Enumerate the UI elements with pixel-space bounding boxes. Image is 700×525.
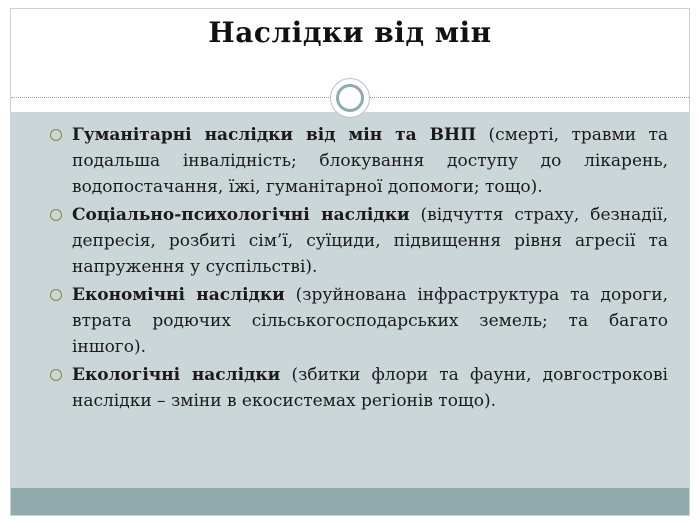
bullet-text: (зруйнована інфраструктура та дороги, втрата родючих сільськогосподарських земель; та багато іншого). <box>72 285 668 357</box>
bullet-heading: Економічні наслідки <box>72 285 285 305</box>
double-ring-icon <box>330 78 370 118</box>
slide-title: Наслідки від мін <box>208 16 492 49</box>
hollow-circle-icon <box>50 369 62 381</box>
bullet-text: (смерті, травми та подальша інвалідність; блокування доступу до лікарень, водопостачання, їжі, гуманітарної допомоги; тощо). <box>72 125 668 197</box>
inner-ring <box>336 84 364 112</box>
hollow-circle-icon <box>50 289 62 301</box>
footer-band <box>11 488 689 515</box>
bullet-item-social <box>50 202 668 280</box>
bullet-item-economic <box>50 282 668 360</box>
bullet-heading: Соціально-психологічні наслідки <box>72 205 410 225</box>
bullet-item-ecological <box>50 362 668 414</box>
bullet-text: (збитки флори та фауни, довгострокові наслідки – зміни в екосистемах регіонів тощо). <box>72 365 668 411</box>
bullet-text: (відчуття страху, безнадії, депресія, розбиті сім’ї, суїциди, підвищення рівня агресії та напруження у суспільстві). <box>72 205 669 277</box>
bullet-heading: Екологічні наслідки <box>72 365 281 385</box>
hollow-circle-icon <box>50 209 62 221</box>
bullet-list <box>50 122 668 416</box>
bullet-item-humanitarian <box>50 122 668 200</box>
hollow-circle-icon <box>50 129 62 141</box>
bullet-heading: Гуманітарні наслідки від мін та ВНП <box>72 125 477 145</box>
